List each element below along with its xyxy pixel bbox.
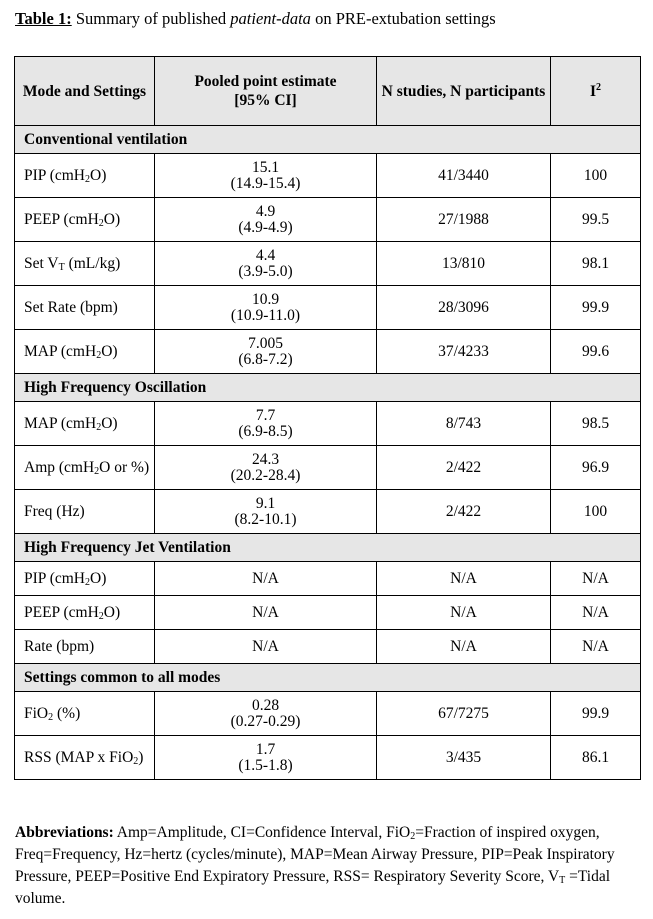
pooled-estimate: [155, 562, 377, 596]
table-row: [15, 198, 641, 242]
estimate-value: 9.1: [255, 494, 276, 512]
table-row: [15, 736, 641, 780]
estimate-value: 7.005: [248, 334, 283, 352]
setting-label-subscript: 2: [98, 611, 104, 622]
setting-label: [15, 242, 155, 286]
n-studies-participants: 3/435: [377, 736, 551, 780]
n-studies-participants: 2/422: [377, 446, 551, 490]
estimate-value: 7.7: [255, 406, 276, 424]
abbreviations-label: Abbreviations:: [15, 824, 114, 841]
setting-label: [15, 446, 155, 490]
n-studies-participants: 28/3096: [377, 286, 551, 330]
setting-label-text: Rate (bpm): [24, 638, 95, 655]
i2-value: 99.5: [551, 198, 641, 242]
table-row: [15, 330, 641, 374]
pooled-estimate: [155, 286, 377, 330]
setting-label-subscript: 2: [94, 466, 100, 477]
setting-label-text: RSS (MAP x FiO: [24, 749, 134, 766]
estimate-value: 0.28: [251, 696, 280, 714]
i2-value: N/A: [551, 630, 641, 664]
table-body: [15, 126, 641, 780]
pooled-estimate: [155, 630, 377, 664]
abbreviations-note: Abbreviations: Amp=Amplitude, CI=Confidence Interval, FiO$_2$=Fraction of inspired oxygen, Freq=Frequency, Hz=hertz (cycles/minute), MAP=Mean Airway Pressure, PIP=Peak Inspiratory Pressure, PEEP=Positive End Expiratory Pressure, RSS= Respiratory Severity Score, $V_T$ =Tidal volume.: [15, 824, 615, 907]
confidence-interval: (4.9-4.9): [238, 218, 293, 236]
confidence-interval: (8.2-10.1): [234, 510, 297, 528]
caption-text-italic: patient-data: [230, 9, 311, 28]
estimate-value: 15.1: [251, 158, 280, 176]
setting-label-text: O or %): [99, 459, 150, 476]
n-studies-participants: N/A: [377, 630, 551, 664]
confidence-interval: (14.9-15.4): [230, 174, 301, 192]
setting-label-text: (%): [53, 705, 81, 722]
i2-value: 99.9: [551, 286, 641, 330]
setting-label-text: O): [103, 604, 121, 621]
caption-text-before: Summary of published: [71, 9, 231, 28]
setting-label: [15, 736, 155, 780]
pooled-estimate: [155, 490, 377, 534]
section-row: [15, 664, 641, 692]
i2-value: 100: [551, 490, 641, 534]
setting-label-text: ): [138, 749, 144, 766]
table-row: [15, 630, 641, 664]
table-row: [15, 446, 641, 490]
n-studies-participants: 2/422: [377, 490, 551, 534]
setting-label-subscript: 2: [48, 712, 54, 723]
section-title: Conventional ventilation: [15, 126, 641, 154]
n-studies-participants: 8/743: [377, 402, 551, 446]
n-studies-participants: 13/810: [377, 242, 551, 286]
n-studies-participants: 37/4233: [377, 330, 551, 374]
estimate-value: 10.9: [251, 290, 280, 308]
pooled-estimate: [155, 330, 377, 374]
header-row: [15, 57, 641, 126]
section-row: [15, 126, 641, 154]
i2-value: 98.5: [551, 402, 641, 446]
estimate-value: 4.4: [255, 246, 276, 264]
header-pooled-estimate: Pooled point estimate [95% CI]: [155, 57, 377, 126]
pooled-estimate: [155, 736, 377, 780]
confidence-interval: (3.9-5.0): [238, 262, 293, 280]
table-row: [15, 286, 641, 330]
section-row: [15, 534, 641, 562]
n-studies-participants: 27/1988: [377, 198, 551, 242]
pooled-estimate: [155, 154, 377, 198]
setting-label: [15, 402, 155, 446]
confidence-interval: (6.8-7.2): [238, 350, 293, 368]
estimate-value: N/A: [252, 637, 279, 655]
n-studies-participants: 41/3440: [377, 154, 551, 198]
section-row: [15, 374, 641, 402]
estimate-value: 24.3: [251, 450, 280, 468]
setting-label: [15, 330, 155, 374]
n-studies-participants: 67/7275: [377, 692, 551, 736]
table-row: [15, 402, 641, 446]
pooled-estimate: [155, 242, 377, 286]
setting-label-subscript: 2: [85, 577, 90, 588]
setting-label-subscript: 2: [133, 756, 139, 767]
setting-label: [15, 692, 155, 736]
confidence-interval: (10.9-11.0): [230, 306, 301, 324]
setting-label-text: O): [103, 211, 121, 228]
setting-label-text: Set Rate (bpm): [24, 299, 118, 316]
i2-value: 96.9: [551, 446, 641, 490]
setting-label-text: O): [90, 167, 107, 184]
setting-label-text: (mL/kg): [64, 255, 121, 272]
setting-label-subscript: 2: [96, 350, 102, 361]
setting-label: [15, 490, 155, 534]
confidence-interval: (6.9-8.5): [238, 422, 293, 440]
i2-value: 100: [551, 154, 641, 198]
estimate-value: N/A: [252, 603, 279, 621]
pooled-estimate: [155, 446, 377, 490]
table-row: [15, 692, 641, 736]
setting-label-text: O): [90, 570, 107, 587]
header-n-studies: N studies, N participants: [377, 57, 551, 126]
setting-label-text: Amp (cmH: [24, 459, 95, 476]
header-mode-settings: Mode and Settings: [15, 57, 155, 126]
pooled-estimate: [155, 198, 377, 242]
setting-label-text: MAP (cmH: [24, 343, 97, 360]
setting-label-subscript: 2: [85, 174, 90, 185]
i2-value: N/A: [551, 596, 641, 630]
setting-label-text: Set V: [24, 255, 59, 272]
section-title: High Frequency Oscillation: [15, 374, 641, 402]
section-title: High Frequency Jet Ventilation: [15, 534, 641, 562]
header-i2: $I^2$: [551, 57, 641, 126]
estimate-value: 4.9: [255, 202, 276, 220]
n-studies-participants: N/A: [377, 562, 551, 596]
i2-value: 86.1: [551, 736, 641, 780]
pooled-estimate: [155, 692, 377, 736]
setting-label-text: Freq (Hz): [24, 503, 85, 520]
setting-label-text: PIP (cmH: [24, 570, 85, 587]
table-row: [15, 562, 641, 596]
setting-label: [15, 286, 155, 330]
caption-label: Table 1:: [15, 9, 72, 28]
table-row: [15, 490, 641, 534]
setting-label-text: MAP (cmH: [24, 415, 97, 432]
table-row: [15, 242, 641, 286]
setting-label: [15, 630, 155, 664]
i2-value: 99.6: [551, 330, 641, 374]
summary-table: [14, 56, 641, 780]
table-caption: [15, 9, 496, 29]
i2-value: N/A: [551, 562, 641, 596]
section-title: Settings common to all modes: [15, 664, 641, 692]
setting-label-text: PIP (cmH: [24, 167, 85, 184]
setting-label-subscript: 2: [98, 218, 104, 229]
i2-value: 98.1: [551, 242, 641, 286]
table-row: [15, 154, 641, 198]
setting-label-subscript: T: [58, 262, 65, 273]
setting-label-text: PEEP (cmH: [24, 211, 99, 228]
i2-value: 99.9: [551, 692, 641, 736]
setting-label-text: PEEP (cmH: [24, 604, 99, 621]
setting-label: [15, 154, 155, 198]
estimate-value: N/A: [252, 569, 279, 587]
setting-label-text: FiO: [24, 705, 49, 722]
pooled-estimate: [155, 596, 377, 630]
setting-label: [15, 562, 155, 596]
estimate-value: 1.7: [255, 740, 276, 758]
setting-label-text: O): [101, 415, 118, 432]
setting-label-text: O): [101, 343, 118, 360]
confidence-interval: (0.27-0.29): [230, 712, 301, 730]
setting-label: [15, 596, 155, 630]
pooled-estimate: [155, 402, 377, 446]
confidence-interval: (20.2-28.4): [230, 466, 301, 484]
setting-label-subscript: 2: [96, 422, 102, 433]
n-studies-participants: N/A: [377, 596, 551, 630]
table-row: [15, 596, 641, 630]
caption-text-after: on PRE-extubation settings: [310, 9, 496, 28]
confidence-interval: (1.5-1.8): [238, 756, 293, 774]
setting-label: [15, 198, 155, 242]
